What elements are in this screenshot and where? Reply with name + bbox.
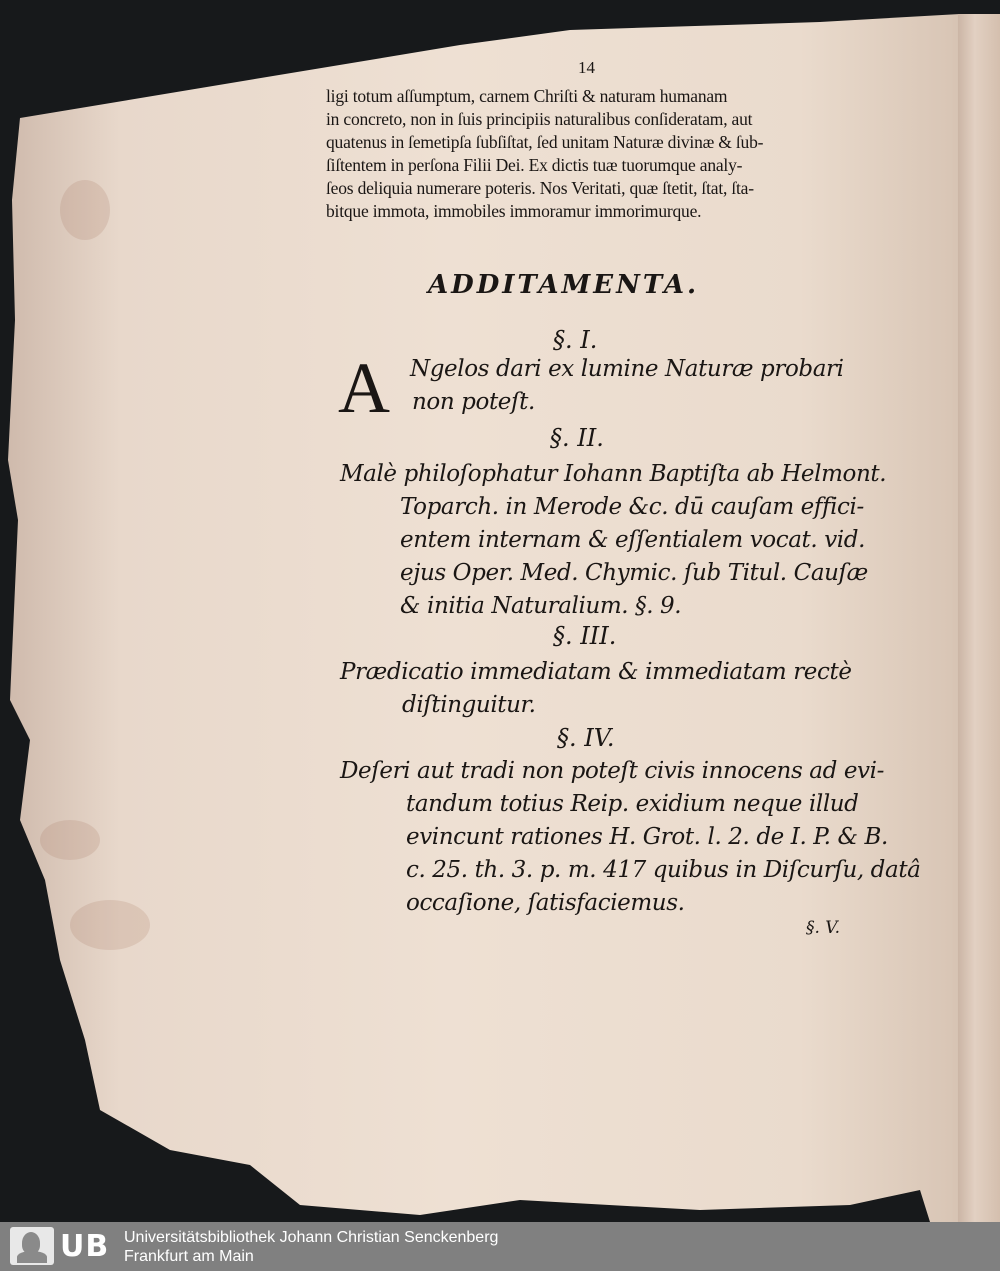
body-line: bitque immota, immobiles immoramur immorimurque.	[326, 201, 702, 221]
section-line: entem internam & eſſentialem vocat. vid.	[400, 527, 865, 553]
section-line: Ngelos dari ex lumine Naturæ probari	[410, 356, 844, 382]
section-marker: §. II.	[550, 424, 604, 452]
section-line: diſtinguitur.	[402, 692, 536, 718]
section-line: Toparch. in Merode &c. dū cauſam effici-	[400, 494, 864, 520]
section-line: c. 25. th. 3. p. m. 417 quibus in Diſcurſu, datâ	[406, 857, 921, 883]
section-line: tandum totius Reip. exidium neque illud	[406, 791, 859, 817]
section-line: non poteſt.	[412, 389, 535, 415]
portrait-icon	[10, 1227, 54, 1265]
section-line: ejus Oper. Med. Chymic. ſub Titul. Cauſæ	[400, 560, 868, 586]
body-line: ſeos deliquia numerare poteris. Nos Veritati, quæ ſtetit, ſtat, ſta-	[326, 178, 754, 198]
library-logo[interactable]	[10, 1227, 109, 1265]
footer-bar	[0, 1222, 1000, 1271]
heading: ADDITAMENTA.	[428, 270, 700, 300]
body-line: quatenus in ſemetipſa ſubſiſtat, ſed unitam Naturæ divinæ & ſub-	[326, 132, 764, 152]
body-line: in concreto, non in ſuis principiis naturalibus conſideratam, aut	[326, 109, 753, 129]
drop-cap: A	[338, 348, 390, 428]
institution-line: Universitätsbibliothek Johann Christian Senckenberg	[124, 1229, 499, 1246]
section-line: Prædicatio immediatam & immediatam rectè	[340, 659, 852, 685]
institution-name	[124, 1228, 498, 1266]
section-line: occaſione, ſatisfaciemus.	[406, 890, 685, 916]
institution-line: Frankfurt am Main	[124, 1248, 254, 1265]
body-line: ſiſtentem in perſona Filii Dei. Ex dictis tuæ tuorumque analy-	[326, 155, 743, 175]
body-line: ligi totum aſſumptum, carnem Chriſti & naturam humanam	[326, 86, 728, 106]
catchword: §. V.	[806, 918, 841, 938]
section-marker: §. III.	[553, 622, 617, 650]
section-marker: §. I.	[553, 326, 598, 354]
stain	[70, 900, 150, 950]
section-line: evincunt rationes H. Grot. l. 2. de I. P. & B.	[406, 824, 888, 850]
stain	[40, 820, 100, 860]
page-number: 14	[578, 58, 595, 77]
stain	[60, 180, 110, 240]
section-line: Deſeri aut tradi non poteſt civis innocens ad evi-	[340, 758, 884, 784]
section-line: & initia Naturalium. §. 9.	[400, 593, 682, 619]
logo-text: UB	[60, 1228, 110, 1264]
page-fold	[958, 14, 1000, 1222]
section-line: Malè philoſophatur Iohann Baptiſta ab Helmont.	[340, 461, 887, 487]
section-marker: §. IV.	[557, 724, 615, 752]
